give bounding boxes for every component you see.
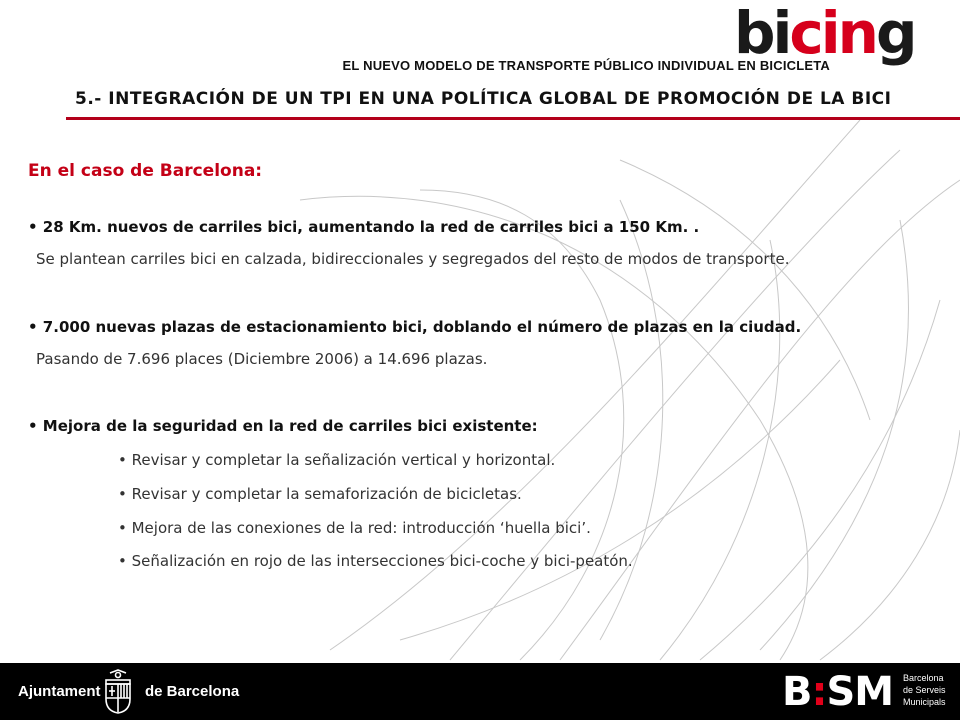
bsm-line-2: de Serveis [903, 685, 946, 695]
document-subtitle: EL NUEVO MODELO DE TRANSPORTE PÚBLICO INDIVIDUAL EN BICICLETA [342, 58, 830, 73]
bullet-safety: • Mejora de la seguridad en la red de carriles bici existente: [28, 417, 538, 435]
barcelona-coat-of-arms-icon [101, 669, 135, 715]
bsm-line-1: Barcelona [903, 673, 944, 683]
bsm-logo-sm: SM [826, 669, 894, 715]
section-title: 5.- INTEGRACIÓN DE UN TPI EN UNA POLÍTICA GLOBAL DE PROMOCIÓN DE LA BICI [75, 89, 892, 109]
ajuntament-label: Ajuntament [18, 683, 101, 700]
bsm-logo-b: B [782, 669, 812, 715]
safety-item-signage: • Revisar y completar la señalización vertical y horizontal. [118, 451, 556, 469]
de-barcelona-label: de Barcelona [145, 683, 240, 700]
bsm-line-3: Municipals [903, 697, 946, 707]
safety-item-traffic-lights: • Revisar y completar la semaforización de bicicletas. [118, 485, 522, 503]
bicing-logo: bicing [734, 0, 915, 67]
bullet-bike-lanes: • 28 Km. nuevos de carriles bici, aumentando la red de carriles bici a 150 Km. . [28, 218, 700, 236]
bullet-bike-lanes-detail: Se plantean carriles bici en calzada, bidireccionales y segregados del resto de modos de transporte. [36, 250, 790, 268]
bsm-logo-colon: : [811, 669, 827, 715]
footer-bar [0, 663, 960, 720]
safety-item-red-marking: • Señalización en rojo de las intersecciones bici-coche y bici-peatón. [118, 552, 633, 570]
title-underline [66, 117, 960, 120]
bsm-logo [782, 669, 893, 715]
safety-item-connections: • Mejora de las conexiones de la red: introducción ‘huella bici’. [118, 519, 591, 537]
bullet-parking: • 7.000 nuevas plazas de estacionamiento bici, doblando el número de plazas en la ciudad. [28, 318, 802, 336]
bullet-parking-detail: Pasando de 7.696 places (Diciembre 2006) a 14.696 plazas. [36, 350, 488, 368]
case-heading: En el caso de Barcelona: [28, 161, 263, 181]
bsm-full-name [903, 672, 946, 708]
